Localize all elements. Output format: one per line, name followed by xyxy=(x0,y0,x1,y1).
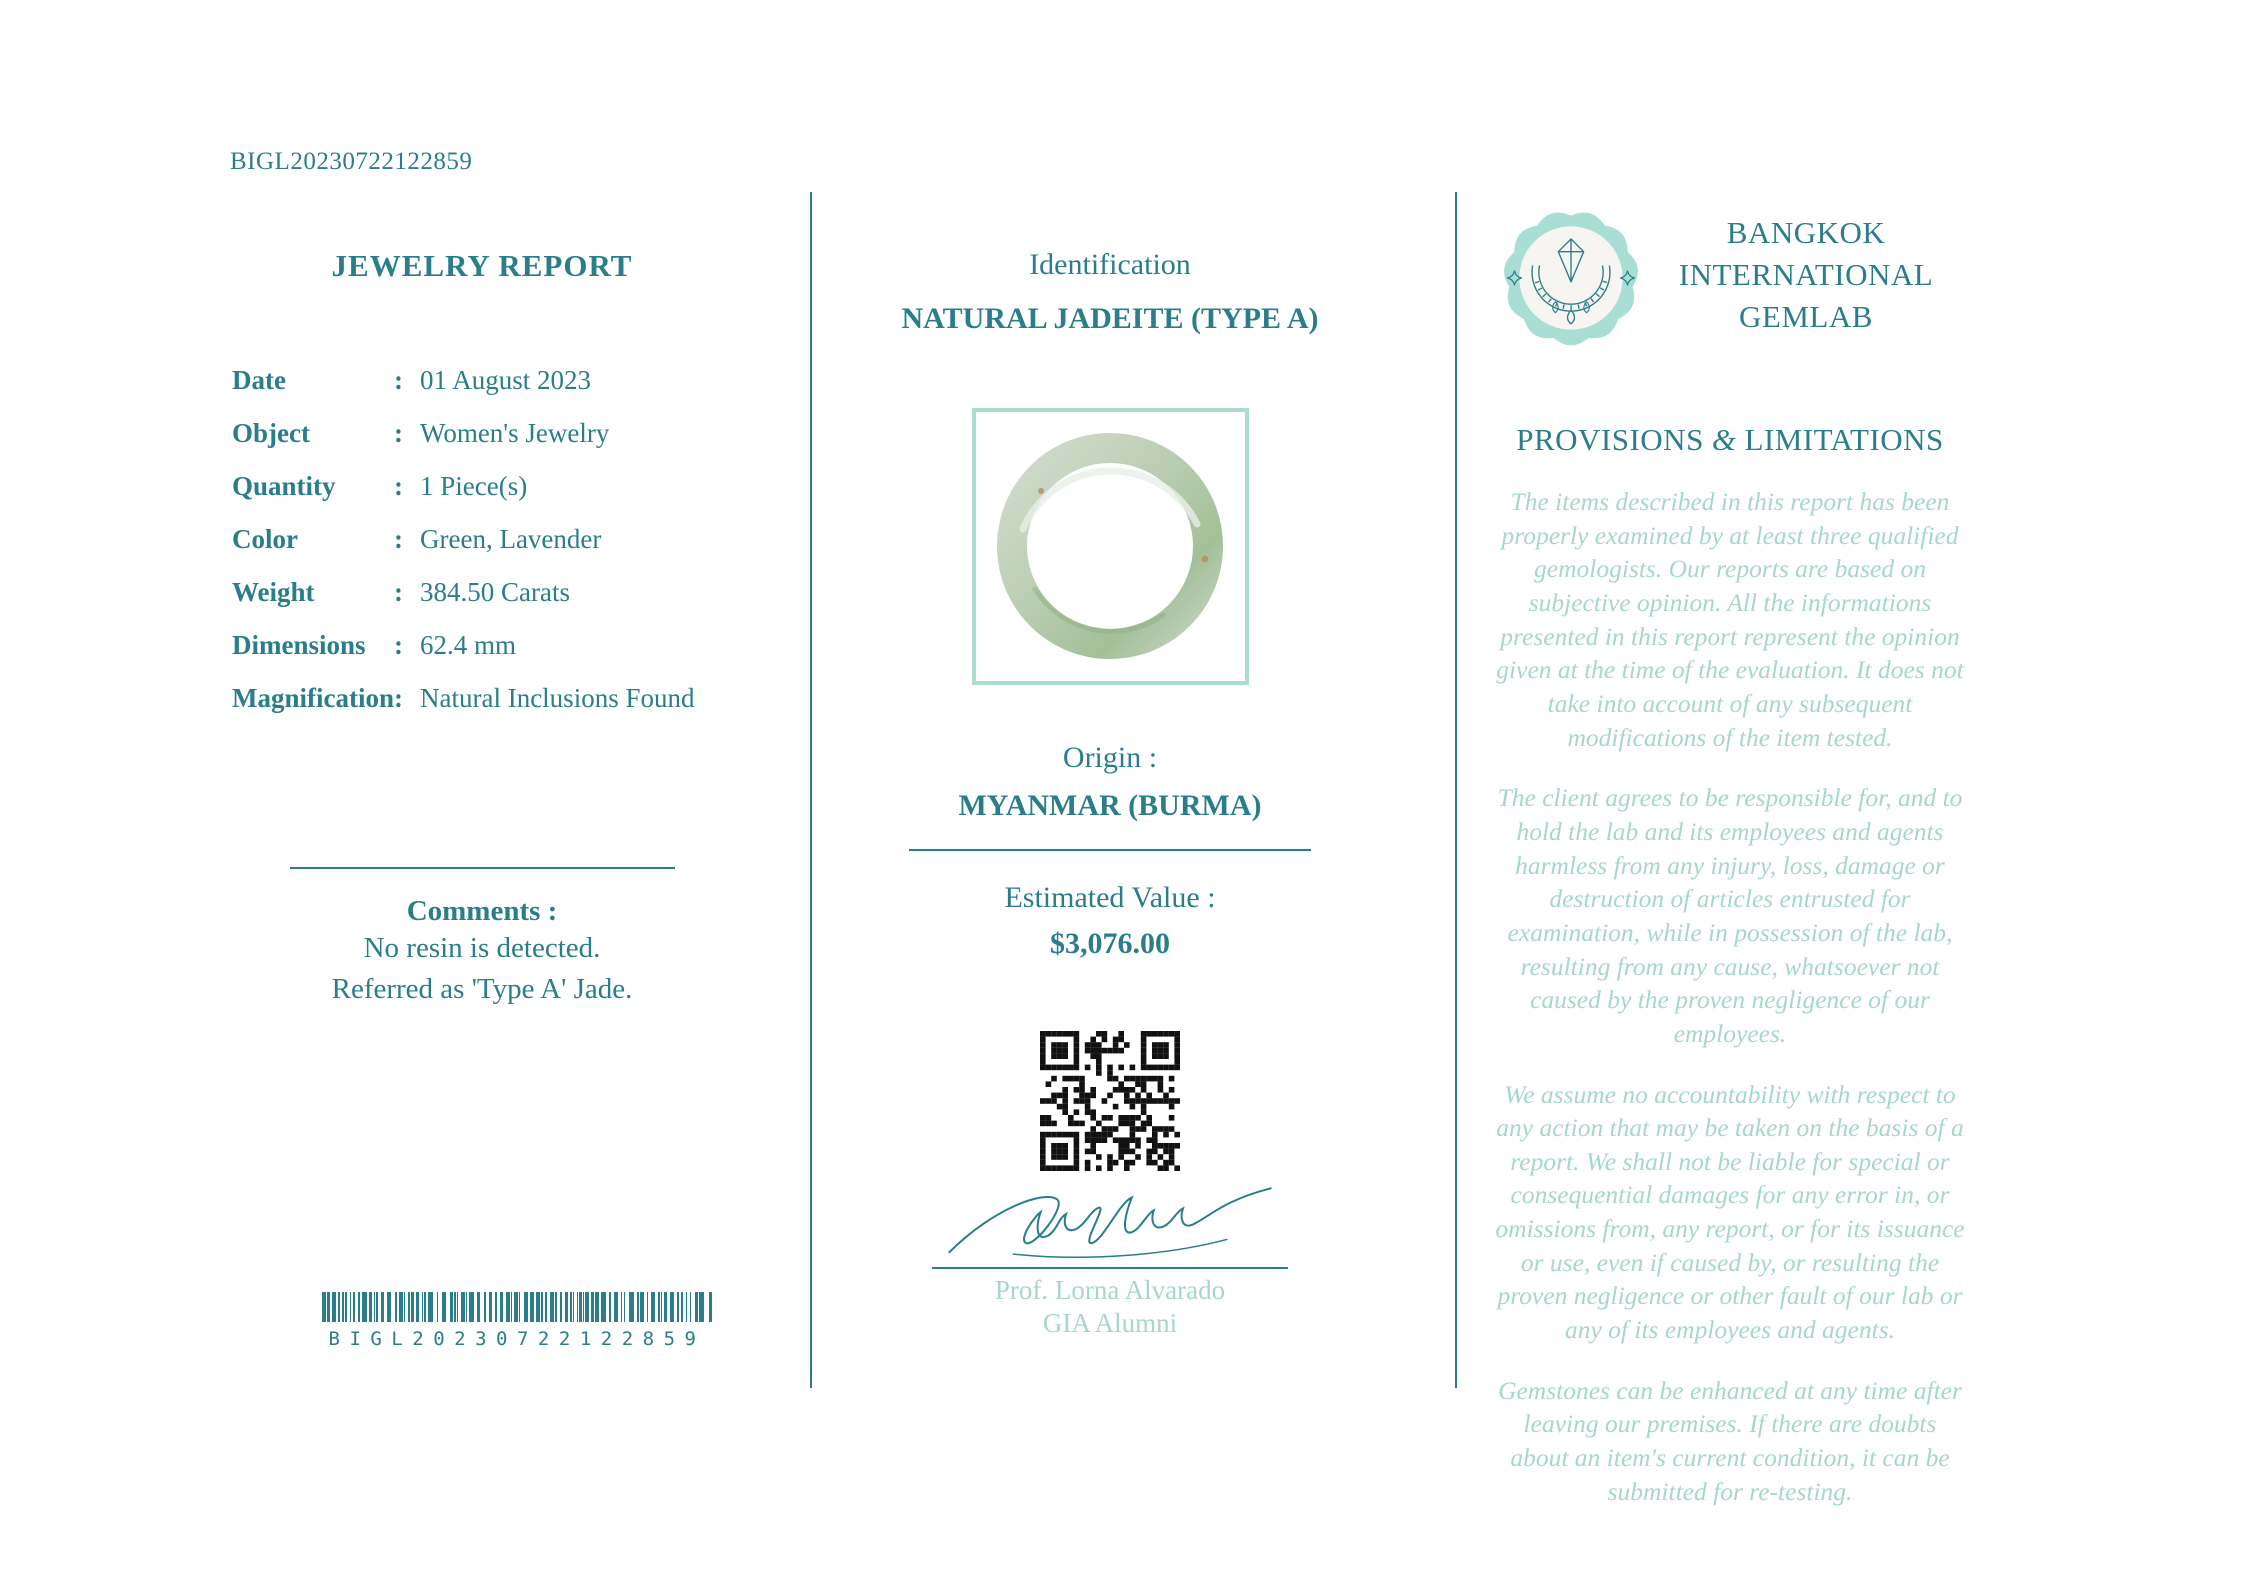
lab-header xyxy=(1495,198,1965,358)
field-row-color xyxy=(232,513,732,566)
field-value: 62.4 mm xyxy=(420,630,517,660)
provisions-paragraph: The client agrees to be responsible for, and to hold the lab and its employees and agents harmless from any injury, loss, damage or destruction of articles entrusted for examination, while in possession of the lab, resulting from any cause, whatsoever not caused by the proven negligence of our employees. xyxy=(1497,783,1963,1048)
field-value: 1 Piece(s) xyxy=(420,471,528,501)
column-divider-left xyxy=(810,192,812,1388)
field-label: Date xyxy=(232,365,286,395)
jade-bangle-photo xyxy=(972,408,1249,685)
signature-block xyxy=(932,1181,1288,1269)
comments-line: Referred as 'Type A' Jade. xyxy=(331,973,633,1005)
barcode-bars xyxy=(322,1292,712,1322)
estimated-value-label: Estimated Value : xyxy=(1004,881,1216,914)
field-label: Weight xyxy=(232,577,315,607)
field-label: Dimensions xyxy=(232,630,366,660)
identification-column xyxy=(850,248,1370,1340)
barcode xyxy=(322,1292,712,1350)
field-row-date xyxy=(232,354,732,407)
value-divider xyxy=(909,849,1311,851)
field-row-object xyxy=(232,407,732,460)
detail-fields xyxy=(232,354,732,725)
lab-name-line: GEMLAB xyxy=(1739,299,1873,334)
identification-value: NATURAL JADEITE (TYPE A) xyxy=(901,302,1319,335)
estimated-value-amount: $3,076.00 xyxy=(1050,927,1170,960)
comments-line: No resin is detected. xyxy=(363,932,601,964)
jade-bangle-image xyxy=(983,419,1238,674)
field-label: Color xyxy=(232,524,298,554)
column-divider-right xyxy=(1455,192,1457,1388)
provisions-title xyxy=(1495,422,1965,458)
field-value: 384.50 Carats xyxy=(420,577,570,607)
field-value: Natural Inclusions Found xyxy=(420,683,695,713)
origin-value: MYANMAR (BURMA) xyxy=(958,789,1262,822)
field-row-quantity xyxy=(232,460,732,513)
field-value: 01 August 2023 xyxy=(420,365,592,395)
provisions-title-word: LIMITATIONS xyxy=(1744,422,1944,457)
lab-name-line: INTERNATIONAL xyxy=(1678,257,1934,292)
lab-name xyxy=(1647,198,1965,338)
lab-logo-badge xyxy=(1495,198,1647,358)
field-label: Quantity xyxy=(232,471,336,501)
field-colon: : xyxy=(394,524,403,554)
field-colon: : xyxy=(394,577,403,607)
signature-icon xyxy=(932,1181,1288,1265)
field-label: Magnification xyxy=(232,683,394,713)
field-value: Green, Lavender xyxy=(420,524,602,554)
origin-label: Origin : xyxy=(1062,741,1158,774)
provisions-paragraph: We assume no accountability with respect to any action that may be taken on the basis of a report. We shall not be liable for special or consequential damages for any error in, or omissions from, any report, or for its issuance or use, even if caused by, or resulting the proven negligence or other fault of our lab or any of its employees and agents. xyxy=(1495,1079,1965,1345)
provisions-title-word: PROVISIONS xyxy=(1516,422,1704,457)
signer-credential: GIA Alumni xyxy=(1042,1308,1178,1338)
lab-name-line: BANGKOK xyxy=(1726,215,1886,250)
qr-code xyxy=(1040,1031,1180,1171)
identification-label: Identification xyxy=(1029,248,1191,281)
ampersand: & xyxy=(1711,422,1737,457)
report-details-column xyxy=(232,248,732,1010)
field-row-magnification xyxy=(232,672,732,725)
comments-divider xyxy=(290,867,675,869)
field-colon: : xyxy=(394,471,403,501)
field-colon: : xyxy=(394,365,403,395)
report-number: BIGL20230722122859 xyxy=(230,148,473,175)
signer-name: Prof. Lorna Alvarado xyxy=(994,1275,1226,1305)
field-row-dimensions xyxy=(232,619,732,672)
field-colon: : xyxy=(394,683,403,713)
field-value: Women's Jewelry xyxy=(420,418,610,448)
field-colon: : xyxy=(394,418,403,448)
qr-code-image xyxy=(1040,1031,1180,1171)
comments-title: Comments : xyxy=(406,895,558,927)
provisions-paragraph: Gemstones can be enhanced at any time after leaving our premises. If there are doubts about an item's current condition, it can be submitted for re-testing. xyxy=(1498,1375,1962,1506)
field-label: Object xyxy=(232,418,310,448)
lab-column xyxy=(1495,198,1965,1508)
field-row-weight xyxy=(232,566,732,619)
field-colon: : xyxy=(394,630,403,660)
barcode-text: BIGL20230722122859 xyxy=(328,1328,706,1350)
provisions-paragraph: The items described in this report has been properly examined by at least three qualified gemologists. Our reports are based on subjective opinion. All the informations presented in this report represent the opinion given at the time of the evaluation. It does not take into account of any subsequent modifications of the item tested. xyxy=(1496,487,1964,752)
report-title: JEWELRY REPORT xyxy=(331,248,633,283)
